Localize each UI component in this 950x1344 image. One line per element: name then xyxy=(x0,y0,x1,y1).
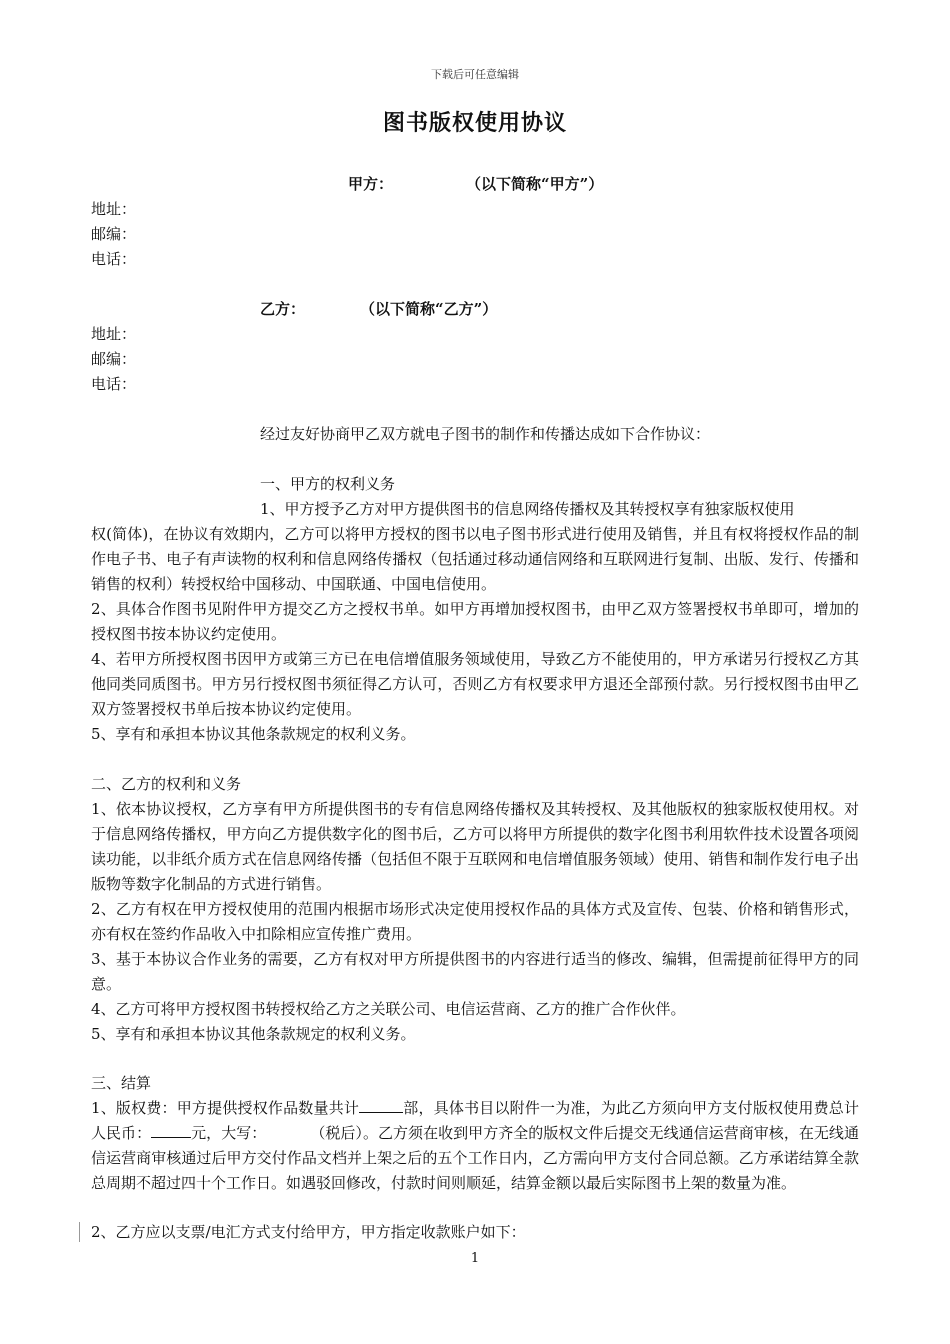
section-1-clause-5: 5、享有和承担本协议其他条款规定的权利义务。 xyxy=(91,725,416,743)
section-1-clause-2: 2、具体合作图书见附件甲方提交乙方之授权书单。如甲方再增加授权图书，由甲乙双方签署授权书单即可，增加的授权图书按本协议约定使用。 xyxy=(91,600,859,643)
section-2-clause-5: 5、享有和承担本协议其他条款规定的权利义务。 xyxy=(91,1025,416,1043)
amount-blank[interactable] xyxy=(151,1121,191,1138)
section-1-clause-4: 4、若甲方所授权图书因甲方或第三方已在电信增值服务领域使用，导致乙方不能使用的，甲方承诺另行授权乙方其他同类同质图书。甲方另行授权图书须征得乙方认可，否则乙方有权要求甲方退还全部预付款。另行授权图书由甲乙双方签署授权书单后按本协议约定使用。 xyxy=(91,650,859,718)
book-count-blank[interactable] xyxy=(359,1096,403,1113)
section-3-clause-1 xyxy=(91,1096,859,1196)
party-a-postcode: 邮编： xyxy=(91,225,137,243)
section-1-clause-1-rest: 权(简体)，在协议有效期内，乙方可以将甲方授权的图书以电子图书形式进行使用及销售，并且有权将授权作品的制作电子书、电子有声读物的权利和信息网络传播权（包括通过移动通信网络和互联网进行复制、出版、发行、传播和销售的权利）转授权给中国移动、中国联通、中国电信使用。 xyxy=(91,525,859,593)
party-a-alias: （以下简称“甲方”） xyxy=(466,175,604,193)
header-note: 下载后可任意编辑 xyxy=(431,68,519,81)
party-b-alias: （以下简称“乙方”） xyxy=(360,300,498,318)
section-2-heading: 二、乙方的权利和义务 xyxy=(91,775,242,793)
section-1-heading: 一、甲方的权利义务 xyxy=(260,475,396,493)
section-3-clause-2: 2、乙方应以支票/电汇方式支付给甲方，甲方指定收款账户如下： xyxy=(91,1223,526,1241)
section-2-clause-3: 3、基于本协议合作业务的需要，乙方有权对甲方所提供图书的内容进行适当的修改、编辑，但需提前征得甲方的同意。 xyxy=(91,950,859,993)
page-number: 1 xyxy=(470,1251,480,1266)
party-b-address: 地址： xyxy=(91,325,137,343)
clause-1-text-a: 1、版权费：甲方提供授权作品数量共计 xyxy=(91,1099,360,1117)
section-2-clause-2: 2、乙方有权在甲方授权使用的范围内根据市场形式决定使用授权作品的具体方式及宣传、包装、价格和销售形式，亦有权在签约作品收入中扣除相应宣传推广费用。 xyxy=(91,900,859,943)
party-b-postcode: 邮编： xyxy=(91,350,137,368)
section-3-heading: 三、结算 xyxy=(91,1074,152,1092)
party-a-phone: 电话： xyxy=(91,250,137,268)
party-a-address: 地址： xyxy=(91,200,137,218)
section-2-clause-1: 1、依本协议授权，乙方享有甲方所提供图书的专有信息网络传播权及其转授权、及其他版权的独家版权使用权。对于信息网络传播权，甲方向乙方提供数字化的图书后，乙方可以将甲方所提供的数字化图书利用软件技术设置各项阅读功能，以非纸介质方式在信息网络传播（包括但不限于互联网和电信增值服务领域）使用、销售和制作发行电子出版物等数字化制品的方式进行销售。 xyxy=(91,800,859,893)
section-1-clause-1-first-line: 1、甲方授予乙方对甲方提供图书的信息网络传播权及其转授权享有独家版权使用 xyxy=(260,500,795,518)
agreement-intro: 经过友好协商甲乙双方就电子图书的制作和传播达成如下合作协议： xyxy=(260,425,711,443)
clause-1-text-d: （税后）。乙方须在收到甲方齐全的版权文件后提交无线通信运营商审核，在无线通信运营商审核通过后甲方交付作品文档并上架之后的五个工作日内，乙方需向甲方支付合同总额。乙方承诺结算全款总周期不超过四十个工作日。如遇驳回修改，付款时间则顺延，结算金额以最后实际图书上架的数量为准。 xyxy=(91,1124,859,1192)
document-title: 图书版权使用协议 xyxy=(382,110,567,136)
clause-1-text-b: 部，具体书目以附件一为准，为此乙方须向甲方支付版权使用费总计人民币： xyxy=(91,1099,859,1142)
party-b-label: 乙方： xyxy=(260,300,306,318)
party-b-phone: 电话： xyxy=(91,375,137,393)
revision-bar xyxy=(79,1222,80,1242)
clause-1-text-c: 元，大写： xyxy=(191,1124,267,1142)
section-2-clause-4: 4、乙方可将甲方授权图书转授权给乙方之关联公司、电信运营商、乙方的推广合作伙伴。 xyxy=(91,1000,686,1018)
party-a-label: 甲方： xyxy=(348,175,394,193)
